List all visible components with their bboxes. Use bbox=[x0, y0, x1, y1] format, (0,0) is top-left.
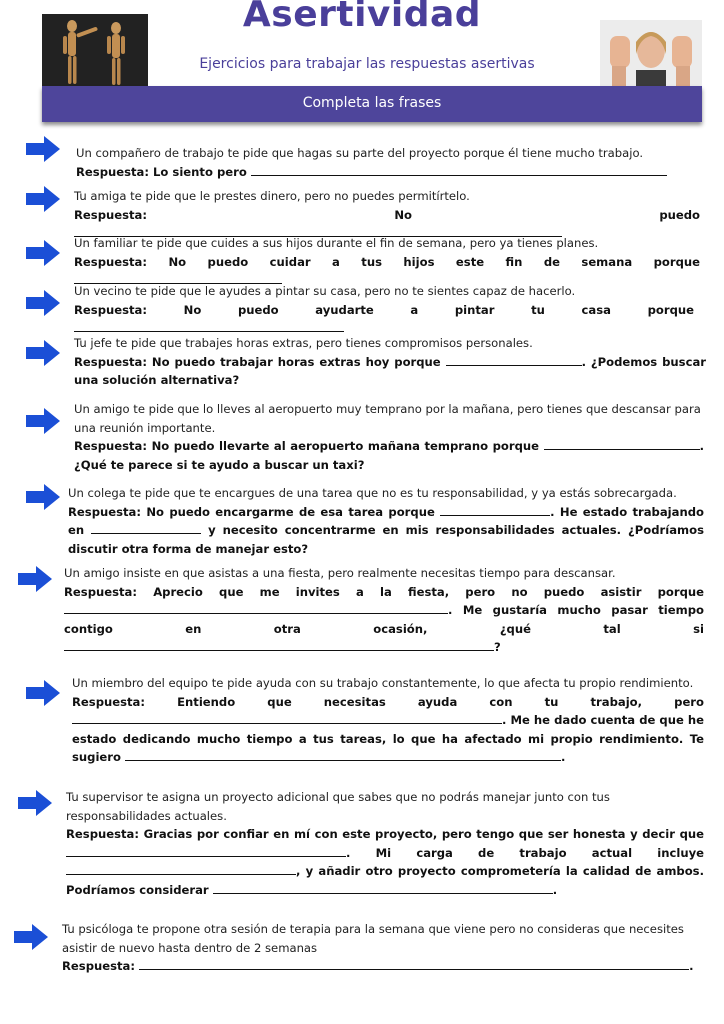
answer-blank[interactable] bbox=[446, 353, 582, 366]
exercise-response: Respuesta: No puedo trabajar horas extras hoy porque . ¿Podemos buscar una solución alternativa? bbox=[74, 354, 706, 387]
answer-blank[interactable] bbox=[72, 711, 502, 724]
exercise-prompt: Tu jefe te pide que trabajes horas extras, pero tienes compromisos personales. bbox=[74, 336, 533, 350]
arrow-right-icon bbox=[26, 290, 60, 316]
exercise-prompt: Un vecino te pide que le ayudes a pintar su casa, pero no te sientes capaz de hacerlo. bbox=[74, 284, 576, 298]
exercise-response: Respuesta: No puedo llevarte al aeropuerto mañana temprano porque . ¿Qué te parece si te ayudo a buscar un taxi? bbox=[74, 439, 704, 472]
exercise-5 bbox=[74, 334, 706, 390]
exercise-9 bbox=[72, 674, 704, 767]
exercise-prompt: Tu supervisor te asigna un proyecto adicional que sabes que no podrás manejar junto con tus responsabilidades actuales. bbox=[66, 790, 610, 823]
answer-blank[interactable] bbox=[91, 521, 201, 534]
answer-blank[interactable] bbox=[66, 844, 346, 857]
arrow-right-icon bbox=[26, 408, 60, 434]
exercise-prompt: Tu amiga te pide que le prestes dinero, pero no puedes permitírtelo. bbox=[74, 189, 470, 203]
page-title: Asertividad bbox=[242, 0, 482, 35]
exercise-response: Respuesta: No puedo bbox=[74, 206, 700, 243]
exercise-8 bbox=[64, 564, 704, 657]
woman-stop-gesture-photo bbox=[600, 20, 702, 90]
exercise-response: Respuesta: No puedo cuidar a tus hijos este fin de semana porque bbox=[74, 253, 700, 290]
exercise-7 bbox=[68, 484, 704, 558]
exercise-prompt: Un amigo te pide que lo lleves al aeropuerto muy temprano por la mañana, pero tienes que descansar para una reunión importante. bbox=[74, 402, 701, 435]
arrow-right-icon bbox=[26, 340, 60, 366]
exercise-prompt: Tu psicóloga te propone otra sesión de terapia para la semana que viene pero no consideras que necesites asistir de nuevo hasta dentro de 2 semanas bbox=[62, 922, 684, 955]
exercise-6 bbox=[74, 400, 704, 474]
exercise-1 bbox=[76, 144, 700, 181]
exercise-prompt: Un familiar te pide que cuides a sus hijos durante el fin de semana, pero ya tienes planes. bbox=[74, 236, 599, 250]
answer-blank[interactable] bbox=[66, 862, 296, 875]
arrow-right-icon bbox=[18, 790, 52, 816]
exercise-4 bbox=[74, 282, 694, 338]
arrow-right-icon bbox=[26, 240, 60, 266]
instruction-band bbox=[42, 86, 702, 122]
answer-blank[interactable] bbox=[74, 319, 344, 332]
exercise-response: Respuesta: No puedo ayudarte a pintar tu casa porque bbox=[74, 301, 694, 338]
arrow-right-icon bbox=[26, 186, 60, 212]
instruction-text: Completa las frases bbox=[302, 95, 442, 111]
arrow-right-icon bbox=[26, 680, 60, 706]
exercise-response: Respuesta: . bbox=[62, 959, 694, 973]
answer-blank[interactable] bbox=[251, 163, 667, 176]
exercise-prompt: Un amigo insiste en que asistas a una fiesta, pero realmente necesitas tiempo para descansar. bbox=[64, 566, 616, 580]
page-subtitle: Ejercicios para trabajar las respuestas asertivas bbox=[199, 56, 535, 72]
exercise-prompt: Un colega te pide que te encargues de una tarea que no es tu responsabilidad, y ya estás sobrecargada. bbox=[68, 486, 677, 500]
arrow-right-icon bbox=[26, 484, 60, 510]
answer-blank[interactable] bbox=[125, 748, 561, 761]
arrow-right-icon bbox=[26, 136, 60, 162]
answer-blank[interactable] bbox=[139, 957, 689, 970]
exercise-response: Respuesta: No puedo encargarme de esa tarea porque . He estado trabajando en y necesito concentrarme en mis responsabilidades actuales. ¿Podríamos discutir otra forma de manejar esto? bbox=[68, 504, 704, 556]
answer-blank[interactable] bbox=[64, 601, 448, 614]
exercise-prompt: Un miembro del equipo te pide ayuda con su trabajo constantemente, lo que afecta tu propio rendimiento. bbox=[72, 676, 694, 690]
arrow-right-icon bbox=[18, 566, 52, 592]
answer-blank[interactable] bbox=[213, 881, 553, 894]
answer-blank[interactable] bbox=[544, 437, 700, 450]
exercise-10 bbox=[66, 788, 704, 899]
exercise-response: Respuesta: Entiendo que necesitas ayuda con tu trabajo, pero . Me he dado cuenta de que he estado dedicando mucho tiempo a tus tareas, lo que ha afectado mi propio rendimiento. Te sugiero . bbox=[72, 694, 704, 764]
exercise-11 bbox=[62, 920, 704, 976]
arrow-right-icon bbox=[14, 924, 48, 950]
header bbox=[0, 0, 724, 128]
exercise-prompt: Un compañero de trabajo te pide que hagas su parte del proyecto porque él tiene mucho trabajo. bbox=[76, 146, 644, 160]
answer-blank[interactable] bbox=[440, 503, 550, 516]
exercise-response: Respuesta: Aprecio que me invites a la fiesta, pero no puedo asistir porque . Me gustaría mucho pasar tiempo contigo en otra ocasión, ¿qué tal si ? bbox=[64, 584, 704, 654]
exercise-response: Respuesta: Lo siento pero bbox=[76, 163, 700, 182]
exercise-response: Respuesta: Gracias por confiar en mí con este proyecto, pero tengo que ser honesta y decir que . Mi carga de trabajo actual incluye , y añadir otro proyecto comprometería la calidad de ambos. Podríamos considerar . bbox=[66, 827, 704, 897]
answer-blank[interactable] bbox=[64, 638, 494, 651]
